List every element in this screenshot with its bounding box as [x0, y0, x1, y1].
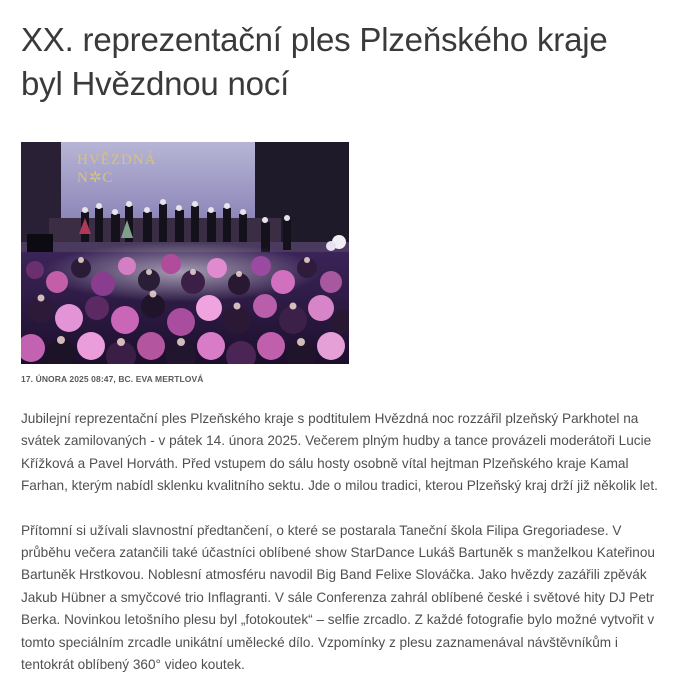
- paragraph-line: tentokrát oblíbený 360° video koutek.: [21, 657, 245, 673]
- article-meta: 17. ÚNORA 2025 08:47, BC. EVA MERTLOVÁ: [21, 374, 204, 384]
- photo-sign-line-2: N✲C: [77, 170, 114, 186]
- photo-sign-line-1: HVĚZDNÁ: [77, 152, 157, 168]
- article-title: [21, 18, 681, 106]
- paragraph-line: Bartuněk Hrstkovou. Noblesní atmosféru navodil Big Band Felixe Slováčka. Jako hvězdy zazářili zpěvák: [21, 567, 647, 583]
- article-photo: [21, 142, 349, 364]
- paragraph-line: Přítomní si užívali slavnostní předtančení, o které se postarala Taneční škola Filipa Gregoriadese. V: [21, 522, 622, 538]
- article: [21, 18, 681, 673]
- paragraph-line: Jubilejní reprezentační ples Plzeňského kraje s podtitulem Hvězdná noc rozzářil plzeňský Parkhotel na: [21, 411, 639, 426]
- article-title-line-2: byl Hvězdnou nocí: [21, 65, 290, 102]
- paragraph-line: průběhu večera zatančili také účastníci oblíbené show StarDance Lukáš Bartuněk s manželkou Kateřinou: [21, 545, 655, 561]
- article-body: [21, 408, 681, 698]
- article-paragraph-2: [21, 520, 681, 677]
- article-title-line-1: XX. reprezentační ples Plzeňského kraje: [21, 21, 608, 58]
- paragraph-line: Křížková a Pavel Horváth. Před vstupem do sálu hosty osobně vítal hejtman Plzeňského kraje Kamal: [21, 455, 629, 471]
- paragraph-line: Berka. Novinkou letošního plesu byl „fotokoutek“ – selfie zrcadlo. Z každé fotografie bylo možné vytvořit v: [21, 612, 655, 628]
- paragraph-line: tomto speciálním zrcadle unikátní umělecké dílo. Vzpomínky z plesu zaznamenával návštěvníkům i: [21, 634, 618, 650]
- paragraph-line: Jakub Hübner a smyčcové trio Inflagranti. V sále Conferenza zahrál oblíbené české i světové hity DJ Petr: [21, 589, 655, 605]
- article-paragraph-1: [21, 408, 681, 498]
- paragraph-line: svátek zamilovaných - v pátek 14. února 2025. Večerem plným hudby a tance provázeli moderátoři Lucie: [21, 433, 652, 449]
- paragraph-line: Farhan, kterým nabídl sklenku kvalitního sektu. Jde o milou tradici, kterou Plzeňský kraj drží již několik let.: [21, 478, 658, 494]
